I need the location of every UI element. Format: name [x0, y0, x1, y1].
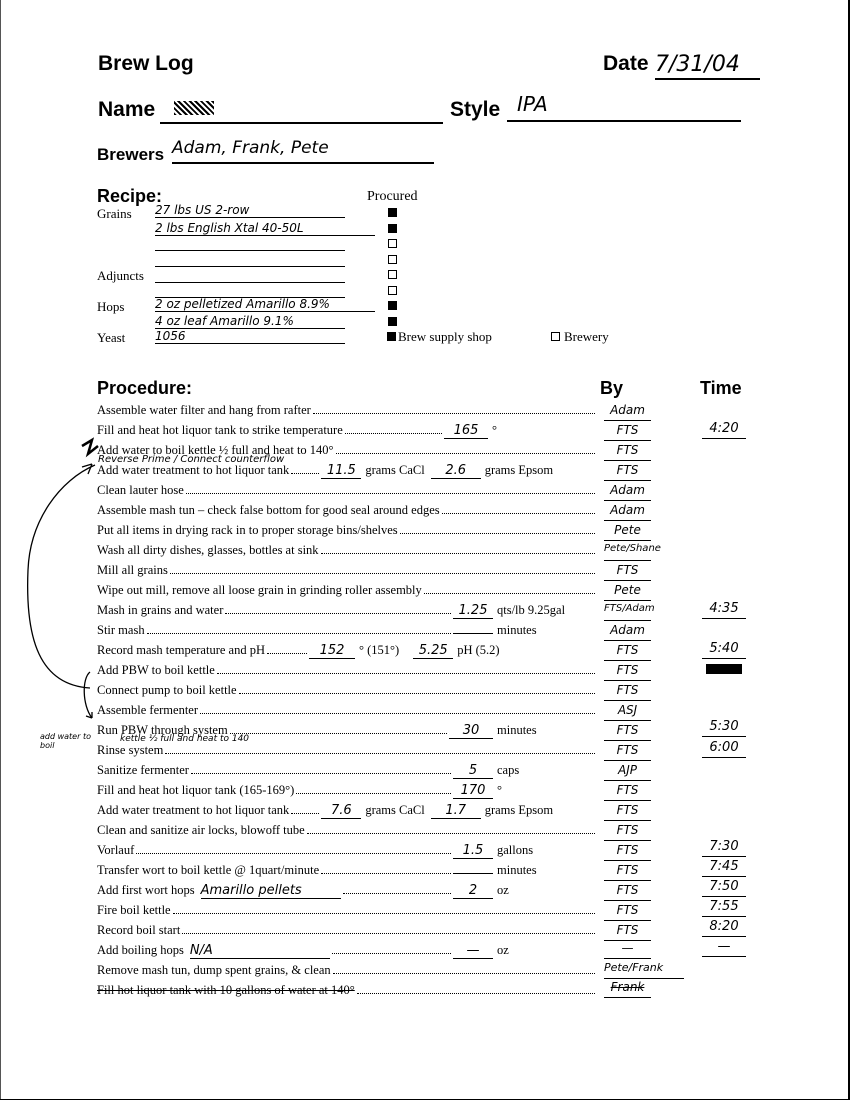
name-label: Name: [98, 98, 156, 121]
step-row: Record mash temperature and pH 152 ° (151°) 5.25 pH (5.2): [97, 643, 500, 658]
step-row: Add boiling hops N/A — oz: [97, 943, 509, 958]
time-cell[interactable]: 4:35: [702, 601, 746, 619]
step-row: Assemble water filter and hang from rafter: [97, 403, 597, 421]
step-row: Run PBW through system 30 minutes: [97, 723, 537, 738]
by-cell[interactable]: Adam: [604, 623, 651, 641]
step-row: Put all items in drying rack in to proper storage bins/shelves: [97, 523, 597, 541]
step-row: Fire boil kettle: [97, 903, 597, 921]
by-cell[interactable]: FTS: [604, 843, 651, 861]
by-cell[interactable]: Adam: [604, 483, 651, 501]
step-row: Vorlauf 1.5 gallons: [97, 843, 534, 858]
time-cell[interactable]: —: [702, 939, 746, 957]
style-field[interactable]: IPA: [507, 92, 741, 122]
by-cell[interactable]: FTS: [604, 743, 651, 761]
recipe-grain-1[interactable]: 27 lbs US 2-row: [155, 203, 345, 218]
step-row: Connect pump to boil kettle: [97, 683, 597, 701]
brewers-field[interactable]: Adam, Frank, Pete: [172, 138, 434, 164]
time-cell[interactable]: 7:30: [702, 839, 746, 857]
recipe-yeast[interactable]: 1056: [155, 329, 345, 344]
step-row: Transfer wort to boil kettle @ 1quart/minute minutes: [97, 863, 537, 877]
time-cell[interactable]: 6:00: [702, 740, 746, 758]
recipe-heading: Recipe:: [97, 186, 163, 206]
recipe-hops-1[interactable]: 2 oz pelletized Amarillo 8.9%: [155, 297, 375, 312]
source-label-brew-supply: Brew supply shop: [398, 329, 492, 344]
by-cell[interactable]: ASJ: [604, 703, 651, 721]
step-row: Record boil start: [97, 923, 597, 941]
recipe-hops-2[interactable]: 4 oz leaf Amarillo 9.1%: [155, 314, 345, 329]
step-row: Fill and heat hot liquor tank to strike temperature 165 °: [97, 423, 497, 438]
grains-label: Grains: [97, 206, 132, 221]
by-cell[interactable]: FTS: [604, 683, 651, 701]
by-cell[interactable]: FTS: [604, 423, 651, 441]
source-label-brewery: Brewery: [564, 329, 609, 344]
by-cell[interactable]: FTS: [604, 823, 651, 841]
time-cell[interactable]: 4:20: [702, 421, 746, 439]
by-cell[interactable]: Pete: [604, 523, 651, 541]
time-cell[interactable]: 7:50: [702, 879, 746, 897]
hops-label: Hops: [97, 299, 125, 314]
adjuncts-label: Adjuncts: [97, 268, 144, 283]
handwritten-note-side: add water to boil: [40, 732, 91, 750]
by-cell[interactable]: Adam: [604, 403, 651, 421]
by-cell[interactable]: FTS: [604, 783, 651, 801]
step-row: Add water to boil kettle ½ full and heat to 140°: [97, 443, 597, 461]
time-cell[interactable]: 7:45: [702, 859, 746, 877]
by-cell[interactable]: FTS: [604, 883, 651, 901]
by-cell[interactable]: FTS: [604, 443, 651, 461]
page-title: Brew Log: [98, 52, 194, 75]
step-row: Sanitize fermenter 5 caps: [97, 763, 520, 778]
by-cell[interactable]: Pete/Shane: [604, 543, 651, 561]
step-row: Rinse system: [97, 743, 597, 761]
by-cell[interactable]: FTS/Adam: [604, 603, 651, 621]
step-row: Remove mash tun, dump spent grains, & clean: [97, 963, 597, 981]
procured-label: Procured: [367, 189, 418, 204]
by-cell[interactable]: FTS: [604, 563, 651, 581]
step-row: Add first wort hops Amarillo pellets 2 oz: [97, 883, 509, 898]
by-cell[interactable]: Pete/Frank: [604, 961, 684, 979]
handwritten-note-reverse-prime: Reverse Prime / Connect counterflow: [98, 454, 285, 465]
step-row: Fill and heat hot liquor tank (165-169°) 170 °: [97, 783, 502, 798]
yeast-label: Yeast: [97, 330, 126, 345]
step-row: Clean lauter hose: [97, 483, 597, 501]
handwritten-note-kettle: kettle ½ full and heat to 140: [120, 734, 250, 744]
by-cell[interactable]: FTS: [604, 663, 651, 681]
by-cell[interactable]: FTS: [604, 643, 651, 661]
by-column-heading: By: [600, 378, 624, 398]
step-row-struck: Fill hot liquor tank with 10 gallons of water at 140°: [97, 983, 597, 1001]
brewers-label: Brewers: [97, 145, 165, 164]
time-cell[interactable]: 7:55: [702, 899, 746, 917]
by-cell[interactable]: Frank: [604, 980, 651, 998]
step-row: Wash all dirty dishes, glasses, bottles at sink: [97, 543, 597, 561]
by-cell[interactable]: AJP: [604, 763, 651, 781]
step-row: Add PBW to boil kettle: [97, 663, 597, 681]
step-row: Add water treatment to hot liquor tank 11.5 grams CaCl 2.6 grams Epsom: [97, 463, 554, 478]
step-row: Assemble mash tun – check false bottom for good seal around edges: [97, 503, 597, 521]
by-cell[interactable]: FTS: [604, 463, 651, 481]
step-row: Mash in grains and water 1.25 qts/lb 9.25gal: [97, 603, 566, 618]
by-cell[interactable]: —: [604, 941, 651, 959]
procedure-heading: Procedure:: [97, 378, 193, 398]
step-row: Clean and sanitize air locks, blowoff tube: [97, 823, 597, 841]
by-cell[interactable]: FTS: [604, 803, 651, 821]
recipe-grain-2[interactable]: 2 lbs English Xtal 40-50L: [155, 221, 375, 236]
style-label: Style: [450, 98, 501, 121]
by-cell[interactable]: FTS: [604, 923, 651, 941]
by-cell[interactable]: FTS: [604, 723, 651, 741]
step-value[interactable]: 165: [444, 423, 488, 439]
date-field[interactable]: 7/31/04: [655, 52, 760, 80]
step-row: Wipe out mill, remove all loose grain in grinding roller assembly: [97, 583, 597, 601]
by-cell[interactable]: Adam: [604, 503, 651, 521]
by-cell[interactable]: FTS: [604, 863, 651, 881]
step-row: Assemble fermenter: [97, 703, 597, 721]
time-cell[interactable]: 8:20: [702, 919, 746, 937]
time-cell[interactable]: 5:30: [702, 719, 746, 737]
time-column-heading: Time: [700, 378, 742, 398]
step-row: Mill all grains: [97, 563, 597, 581]
by-cell[interactable]: FTS: [604, 903, 651, 921]
step-row: Add water treatment to hot liquor tank 7.6 grams CaCl 1.7 grams Epsom: [97, 803, 554, 818]
date-label: Date: [603, 52, 649, 75]
by-cell[interactable]: Pete: [604, 583, 651, 601]
step-row: Stir mash minutes: [97, 623, 537, 637]
time-cell[interactable]: 5:40: [702, 641, 746, 659]
